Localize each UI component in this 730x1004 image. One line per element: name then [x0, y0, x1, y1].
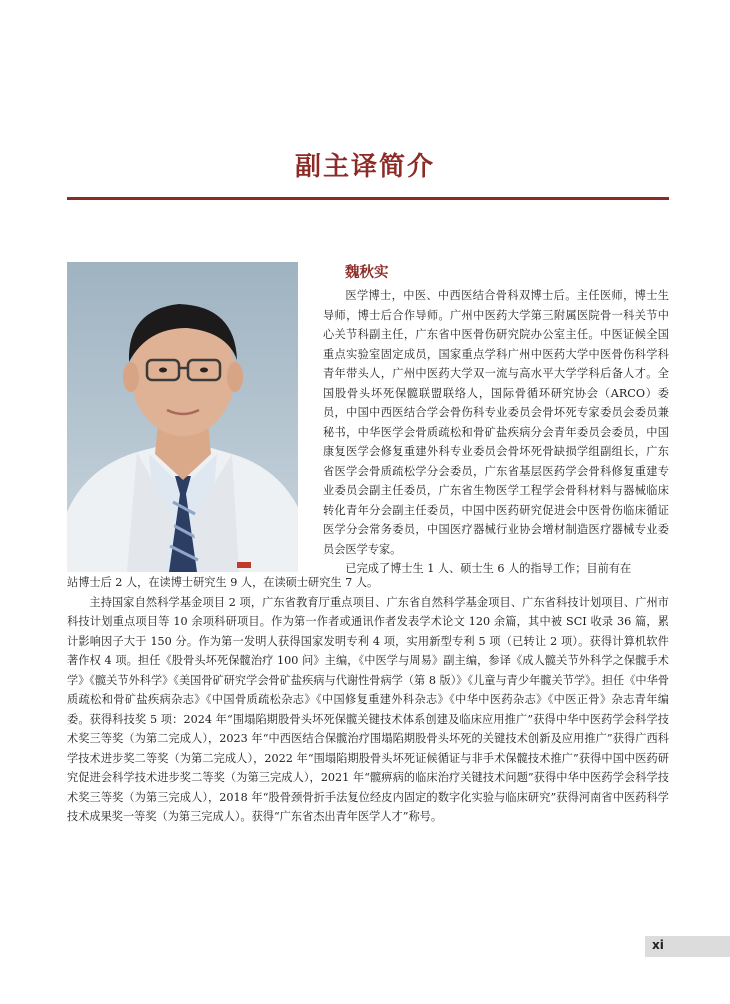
profile-name: 魏秋实	[345, 265, 389, 281]
bio-full-width	[67, 573, 669, 827]
page-title: 副主译简介	[294, 152, 435, 182]
page-number: xi	[652, 938, 664, 952]
bio-side-column	[323, 286, 669, 579]
profile-photo	[67, 262, 298, 572]
bio-paragraph-2-continued: 站博士后 2 人，在读博士研究生 9 人，在读硕士研究生 7 人。	[67, 576, 379, 589]
title-divider	[67, 197, 669, 200]
bio-paragraph-1: 医学博士，中医、中西医结合骨科双博士后。主任医师，博士生导师，博士后合作导师。广州中医药大学第三附属医院骨一科关节中心关节科副主任，广东省中医骨伤研究院办公室主任。中医证候全国重点实验室固定成员，国家重点学科广州中医药大学中医骨伤科学科青年带头人，广州中医药大学双一流与高水平大学学科后备人才。全国股骨头坏死保髋联盟联络人，国际骨循环研究协会（ARCO）委员，中国中西医结合学会骨伤科专业委员会骨坏死专家委员会委员兼秘书，中华医学会骨质疏松和骨矿盐疾病分会青年委员会委员，中国康复医学会修复重建外科专业委员会骨坏死骨缺损学组副组长，广东省医学会骨质疏松学分会委员，广东省基层医药学会骨科修复重建专业委员会副主任委员，广东省生物医学工程学会骨科材料与器械临床转化青年分会副主任委员，中国中医药研究促进会中医骨伤临床循证医学分会常务委员，中国医疗器械行业协会增材制造医疗器械专业委员会医学专家。	[323, 289, 669, 556]
bio-paragraph-3: 主持国家自然科学基金项目 2 项，广东省教育厅重点项目、广东省自然科学基金项目、广东省科技计划项目、广州市科技计划重点项目等 10 余项科研项目。作为第一作者或通讯作者发表学术论文 120 余篇，其中被 SCI 收录 36 篇，累计影响因子大于 150 分。作为第一发明人获得国家发明专利 4 项，实用新型专利 5 项（已转让 2 项）。获得计算机软件著作权 4 项。担任《股骨头坏死保髋治疗 100 问》主编，《中医学与周易》副主编，参译《成人髋关节外科学之保髋手术学》《髋关节外科学》《美国骨矿研究学会骨矿盐疾病与代谢性骨病学（第 8 版）》《儿童与青少年髋关节学》。担任《中华骨质疏松和骨矿盐疾病杂志》《中国骨质疏松杂志》《中国修复重建外科杂志》《中华中医药杂志》《中医正骨》杂志青年编委。获得科技奖 5 项：2024 年“围塌陷期股骨头坏死保髋关键技术体系创建及临床应用推广”获得中华中医药学会科学技术奖三等奖（为第二完成人），2023 年“中西医结合保髋治疗围塌陷期股骨头坏死的关键技术创新及应用推广”获得广西科学技术进步奖二等奖（为第二完成人），2022 年“围塌陷期股骨头坏死证候循证与非手术保髋技术推广”获得中国中医药研究促进会科学技术进步奖二等奖（为第三完成人），2021 年“髋痹病的临床治疗关键技术问题”获得中华中医药学会科学技术奖三等奖（为第三完成人），2018 年“股骨颈骨折手法复位经皮内固定的数字化实验与临床研究”获得河南省中医药科学技术成果奖一等奖（为第三完成人）。获得“广东省杰出青年医学人才”称号。	[67, 595, 669, 823]
bio-paragraph-2: 已完成了博士生 1 人、硕士生 6 人的指导工作；目前有在	[345, 562, 632, 575]
